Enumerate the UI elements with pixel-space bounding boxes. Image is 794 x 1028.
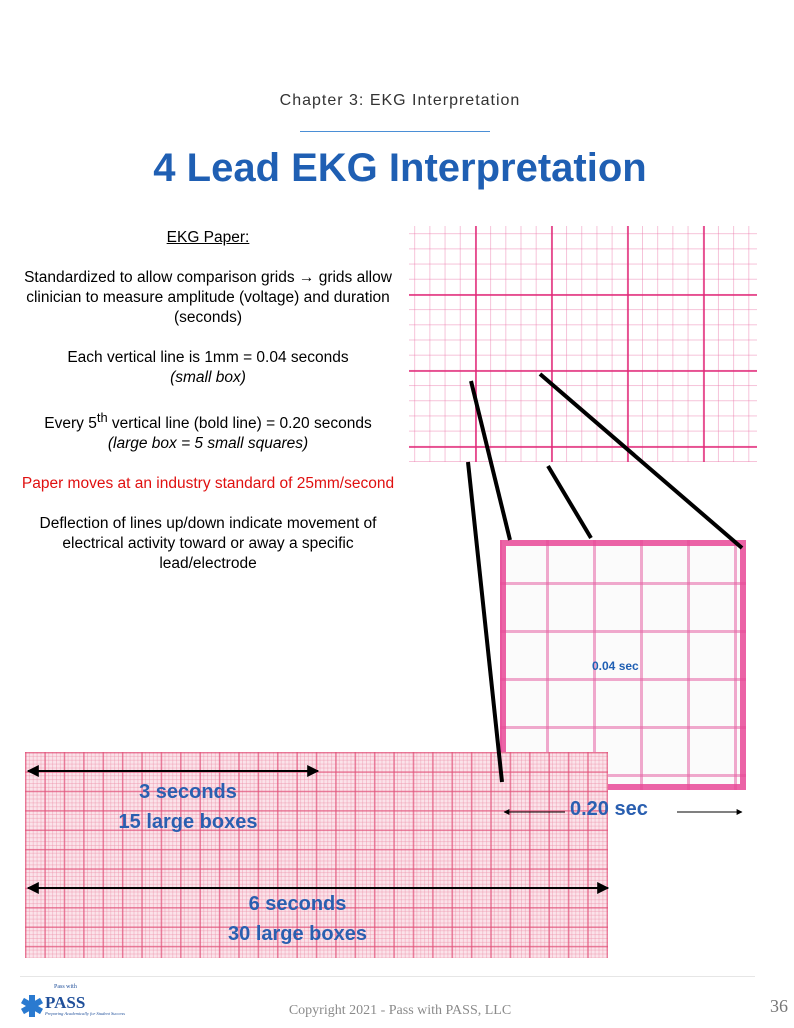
ekg-paper-heading: EKG Paper: (166, 229, 250, 246)
chapter-divider (300, 131, 490, 132)
page-number: 36 (770, 996, 788, 1016)
zoom-connector-line (468, 462, 502, 782)
paragraph-large-box (12, 408, 404, 454)
three-second-line2: 15 large boxes (118, 811, 258, 833)
six-second-label (205, 889, 390, 949)
large-box-sup: th (96, 410, 108, 425)
large-box-duration-label: 0.20 sec (570, 798, 648, 820)
large-box-post: vertical line (bold line) = 0.20 seconds (107, 415, 372, 433)
ekg-paper-text (12, 228, 404, 594)
paragraph-deflection: Deflection of lines up/down indicate movement of electrical activity toward or away a specific lead/electrode (39, 515, 377, 573)
copyright-text: Copyright 2021 - Pass with PASS, LLC (288, 1003, 512, 1018)
logo-small-text: Pass with (54, 984, 77, 990)
six-second-line1: 6 seconds (248, 893, 347, 915)
small-box-duration-label: 0.04 sec (592, 659, 639, 673)
page-title: 4 Lead EKG Interpretation (153, 146, 647, 190)
small-box-note: (small box) (170, 369, 246, 386)
small-box-line: Each vertical line is 1mm = 0.04 seconds (67, 349, 349, 366)
chapter-heading: Chapter 3: EKG Interpretation (279, 92, 521, 109)
zoom-connector-line (548, 466, 591, 538)
logo-tagline: Preparing Academically for Student Success (45, 1011, 125, 1016)
ekg-grid-image (409, 226, 757, 462)
paragraph-standardized: Standardized to allow comparison grids → grids allow clinician to measure amplitude (voltage) and duration (seconds) (24, 269, 392, 326)
six-second-line2: 30 large boxes (228, 923, 367, 945)
paragraph-small-box (12, 348, 404, 388)
large-box-pre: Every 5 (44, 415, 97, 433)
three-second-label (108, 777, 268, 837)
paragraph-paper-speed: Paper moves at an industry standard of 25mm/second (21, 475, 395, 493)
footer-divider (20, 976, 755, 977)
three-second-line1: 3 seconds (139, 781, 237, 803)
large-box-note: (large box = 5 small squares) (107, 435, 309, 453)
logo-wordmark: PASS (45, 993, 86, 1012)
